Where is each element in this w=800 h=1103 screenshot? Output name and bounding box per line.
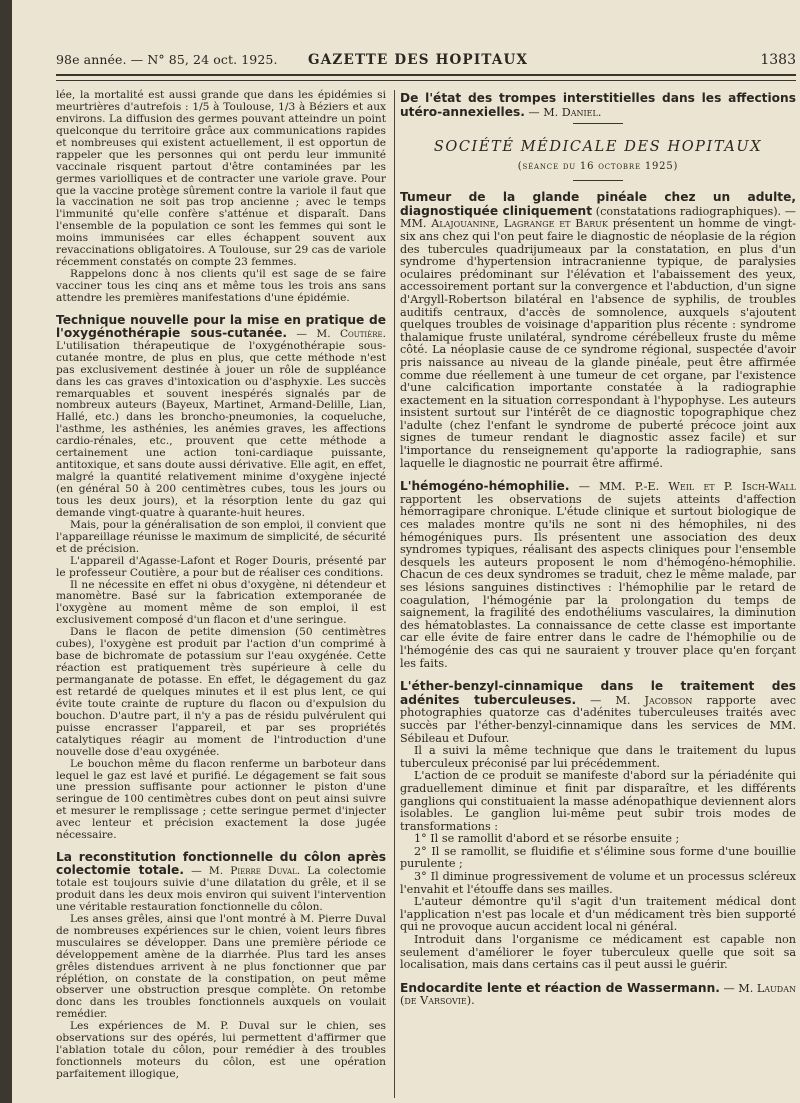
article-subtitle: (constatations radiographiques).: [595, 204, 782, 218]
running-header: [56, 52, 796, 72]
header-rule-thin: [56, 80, 796, 81]
article-endocardite: Endocardite lente et réaction de Wassermann. — M. Laudan (de Varsovie).: [400, 980, 796, 1008]
paragraph: Mais, pour la généralisation de son emploi, il convient que l'appareillage réunisse le maximum de simplicité, de sécurité et de précision.: [56, 518, 386, 555]
issue-info: 98e année. — N° 85, 24 oct. 1925.: [56, 52, 278, 67]
article-author: M. Laudan (de Varsovie).: [400, 981, 796, 1008]
paragraph: L'auteur démontre qu'il s'agit d'un traitement médical dont l'application n'est pas locale et d'un médicament très bien supporté qui ne provoque aucun accident local ni général.: [400, 895, 796, 934]
article-text: L'utilisation thérapeutique de l'oxygénothérapie sous-cutanée montre, de plus en plus, que cette méthode n'est pas exclusivement destinée à jouer un rôle de suppléance dans les cas graves d'intoxication ou d'asphyxie. Les succès remarquables et souvent inespérés signalés par de nombreux auteurs (Bayeux, Martinet, Armand-Delille, Lian, Hallé, etc.) dans les broncho-pneumonies, la coqueluche, l'asthme, les asthénies, les anémies graves, les affections cardio-rénales, etc., prouvent que cette méthode a certainement une action toni-cardiaque puissante, antitoxique, et sans doute aussi dérivative. Elle agit, en effet, malgré la quantité relativement minime d'oxygène injecté (en général 50 à 200 centimètres cubes, tous les jours ou tous les deux jours), et la résorption lente du gaz qui demande vingt-quatre à quarante-huit heures.: [56, 339, 386, 519]
transformation-list: [400, 833, 796, 896]
section-rule: [573, 123, 623, 124]
article-text: présentent un homme de vingt-six ans chez qui l'on peut faire le diagnostic de néoplasie de la région des tubercules quadrijumeaux par la constatation, en plus d'un syndrome d'hypertension intracranienne typique, de paralysies oculaires prédominant sur l'élévation et l'abaissement des yeux, accessoirement portant sur la convergence et l'abduction, d'un signe d'Argyll-Robertson bilatéral en l'absence de syphilis, de troubles auditifs centraux, d'accès de somnolence, auxquels s'ajoutent quelques troubles de voisinage d'apparition plus récente : syndrome thalamique fruste unilatéral, syndrome cérébelleux fruste du même côté. La néoplasie cause de ce syndrome régional, suspectée d'avoir pris naissance au niveau de la glande pinéale, peut être affirmée comme due réellement à une tumeur de cet organe, par l'existence d'une calcification importante constatée à la radiographie exactement en la situation correspondant à l'hypophyse. Les auteurs insistent surtout sur l'intérêt de ce diagnostic topographique chez l'adulte (chez l'enfant le syndrome de puberté précoce joint aux signes de tumeur rendant le diagnostic assez facile) et sur l'importance du renseignement qu'apporte la radiographie, sans laquelle le diagnostic ne pourrait être affirmé.: [400, 217, 796, 470]
article-authors: MM. Alajouanine, Lagrange et Baruk: [400, 217, 608, 231]
list-item: 1° Il se ramollit d'abord et se résorbe ensuite ;: [414, 832, 680, 846]
paragraph: Il ne nécessite en effet ni obus d'oxygène, ni détendeur et manomètre. Basé sur la fabrication extemporanée de l'oxygène au moment même de son emploi, il est exclusivement composé d'un flacon et d'une seringue.: [56, 578, 386, 627]
paragraph: Introduit dans l'organisme ce médicament est capable non seulement d'améliorer le foyer tuberculeux quelle que soit sa localisation, mais dans certains cas il peut aussi le guérir.: [400, 933, 796, 972]
article-authors: MM. P.-E. Weil et P. Isch-Wall: [599, 480, 796, 494]
society-heading: SOCIÉTÉ MÉDICALE DES HOPITAUX: [433, 139, 763, 156]
paragraph: Il a suivi la même technique que dans le traitement du lupus tuberculeux préconisé par lui précédemment.: [400, 744, 796, 770]
article-title: L'éther-benzyl-cinnamique dans le traitement des adénites tuberculeuses.: [400, 679, 796, 707]
session-date: (séance du 16 octobre 1925): [517, 161, 679, 173]
paragraph: Rappelons donc à nos clients qu'il est sage de se faire vacciner tous les cinq ans et même tous les trois ans sans attendre les premières manifestations d'une épidémie.: [56, 268, 386, 304]
paragraph: L'action de ce produit se manifeste d'abord sur la périadénite qui graduellement diminue et finit par disparaître, et les différents ganglions qui constituaient la masse adénopathique deviennent alors isolables. Le ganglion lui-même peut subir trois modes de transformations :: [400, 769, 796, 833]
list-item: 2° Il se ramollit, se fluidifie et s'élimine sous forme d'une bouillie purulente ;: [400, 844, 796, 871]
left-column: [56, 90, 386, 1081]
page-number: 1383: [760, 52, 796, 68]
article-hemophilie: L'hémogéno-hémophilie. — MM. P.-E. Weil et P. Isch-Wall rapportent les observations de sujets atteints d'affection hémorragipare chronique. L'étude clinique et surtout biologique de ces malades montre qu'ils ne sont ni des hémophiles, ni des hémogéniques purs. Ils présentent une association des deux syndromes typiques, réalisant des aspects cliniques pour l'ensemble desquels les auteurs proposent le nom d'hémogéno-hémophilie. Chacun de ces deux syndromes se traduit, chez le même malade, par ses lésions sanguines distinctives : l'hémophilie par le retard de coagulation, l'hémogénie par la prolongation du temps de saignement, la fragilité des endothéliums vasculaires, la diminution des hématoblastes. La connaissance de cette classe est importante car elle évite de faire entrer dans le cadre de l'hémophilie ou de l'hémogénie des cas qui ne sauraient y trouver place qu'en forçant les faits.: [400, 479, 796, 670]
article-text: rapporte avec photographies quatorze cas d'adénites tuberculeuses traités avec succès par l'éther-benzyl-cinnamique dans les services de MM. Sébileau et Dufour.: [400, 693, 796, 745]
article-title: La reconstitution fonctionnelle du côlon après colectomie totale.: [56, 850, 386, 878]
page-binding-edge: [0, 0, 12, 1103]
paragraph: Dans le flacon de petite dimension (50 centimètres cubes), l'oxygène est produit par l'action d'un comprimé à base de bichromate de potassium sur l'eau oxygénée. Cette réaction est pratiquement très supérieure à celle du permanganate de potasse. En effet, le dégagement du gaz est retardé de quelques minutes et il est plus lent, ce qui évite toute crainte de rupture du flacon ou d'expulsion du bouchon. D'autre part, il n'y a pas de résidu pulvérulent qui puisse encrasser l'appareil, et par ses propriétés catalytiques réagir au moment de l'introduction d'une nouvelle dose d'eau oxygénée.: [56, 626, 386, 758]
article-author: M. Coutière.: [316, 327, 386, 340]
article-title: Endocardite lente et réaction de Wassermann.: [400, 980, 720, 995]
column-divider: [394, 90, 395, 1098]
article-ether-benzyl: L'éther-benzyl-cinnamique dans le traitement des adénites tuberculeuses. — M. Jacobson rapporte avec photographies quatorze cas d'adénites tuberculeuses traités avec succès par l'éther-benzyl-cinnamique dans les services de MM. Sébileau et Dufour.: [400, 679, 796, 745]
paragraph: Le bouchon même du flacon renferme un barboteur dans lequel le gaz est lavé et purifié. Le dégagement se fait sous une pression suffisante pour actionner le piston d'une seringue de 100 centimètres cubes dont on peut ainsi suivre et mesurer le remplissage ; cette seringue permet d'injecter avec lenteur et précision exactement la dose jugée nécessaire.: [56, 757, 386, 842]
article-authors: M. Jacobson: [615, 693, 693, 707]
journal-title: GAZETTE DES HOPITAUX: [308, 52, 529, 68]
article-text: La colectomie totale est toujours suivie d'une dilatation du grêle, et il se produit dans les deux mois environ qui suivent l'intervention une véritable restauration fonctionnelle du côlon.: [56, 865, 386, 913]
article-author: M. Daniel.: [543, 105, 602, 119]
article-oxygenotherapie: Technique nouvelle pour la mise en pratique de l'oxygénothérapie sous-cutanée. — M. Coutière. L'utilisation thérapeutique de l'oxygénothérapie sous-cutanée montre, de plus en plus, que cette méthode n'est pas exclusivement destinée à jouer un rôle de suppléance dans les cas graves d'intoxication ou d'asphyxie. Les succès remarquables et souvent inespérés signalés par de nombreux auteurs (Bayeux, Martinet, Armand-Delille, Lian, Hallé, etc.) dans les broncho-pneumonies, la coqueluche, l'asthme, les asthénies, les anémies graves, les affections cardio-rénales, etc., prouvent que cette méthode a certainement une action toni-cardiaque puissante, antitoxique, et sans doute aussi dérivative. Elle agit, en effet, malgré la quantité relativement minime d'oxygène injecté (en général 50 à 200 centimètres cubes, tous les jours ou tous les deux jours), et la résorption lente du gaz qui demande vingt-quatre à quarante-huit heures.: [56, 312, 386, 519]
article-text: rapportent les observations de sujets atteints d'affection hémorragipare chronique. L'étude clinique et surtout biologique de ces malades montre qu'ils ne sont ni des hémophiles, ni des hémogéniques purs. Ils présentent une association des deux syndromes typiques, réalisant des aspects cliniques pour l'ensemble desquels les auteurs proposent le nom d'hémogéno-hémophilie. Chacun de ces deux syndromes se traduit, chez le même malade, par ses lésions sanguines distinctives : l'hémophilie par le retard de coagulation, l'hémogénie par la prolongation du temps de saignement, la fragilité des endothéliums vasculaires, la diminution des hématoblastes. La connaissance de cette classe est importante car elle évite de faire entrer dans le cadre de l'hémophilie ou de l'hémogénie des cas qui ne sauraient y trouver place qu'en forçant les faits.: [400, 492, 796, 670]
paragraph: Les anses grêles, ainsi que l'ont montré à M. Pierre Duval de nombreuses expériences sur le chien, voient leurs fibres musculaires se développer. Dans une première période ce développement amène de la diarrhée. Plus tard les anses grêles distendues arrivent à ne plus fonctionner que par réplétion, on constate de la constipation, on peut même observer une obstruction presque complète. On retombe donc dans les troubles fonctionnels auxquels on voulait remédier.: [56, 912, 386, 1021]
section-rule: [573, 180, 623, 181]
article-title: L'hémogéno-hémophilie.: [400, 479, 570, 494]
article-title: De l'état des trompes interstitielles dans les affections utéro-annexielles.: [400, 91, 796, 119]
right-column: [400, 90, 796, 1008]
article-title: Tumeur de la glande pinéale chez un adulte, diagnostiquée cliniquement: [400, 190, 796, 218]
article-pineale: Tumeur de la glande pinéale chez un adulte, diagnostiquée cliniquement (constatations radiographiques). — MM. Alajouanine, Lagrange et Baruk présentent un homme de vingt-six ans chez qui l'on peut faire le diagnostic de néoplasie de la région des tubercules quadrijumeaux par la constatation, en plus d'un syndrome d'hypertension intracranienne typique, de paralysies oculaires prédominant sur l'élévation et l'abaissement des yeux, accessoirement portant sur la convergence et l'abduction, d'un signe d'Argyll-Robertson bilatéral en l'absence de syphilis, de troubles auditifs centraux, d'accès de somnolence, auxquels s'ajoutent quelques troubles de voisinage d'apparition plus récente : syndrome thalamique fruste unilatéral, syndrome cérébelleux fruste du même côté. La néoplasie cause de ce syndrome régional, suspectée d'avoir pris naissance au niveau de la glande pinéale, peut être affirmée comme due réellement à une tumeur de cet organe, par l'existence d'une calcification importante constatée à la radiographie exactement en la situation correspondant à l'hypophyse. Les auteurs insistent surtout sur l'intérêt de ce diagnostic topographique chez l'adulte (chez l'enfant le syndrome de puberté précoce joint aux signes de tumeur rendant le diagnostic assez facile) et sur l'importance du renseignement qu'apporte la radiographie, sans laquelle le diagnostic ne pourrait être affirmé.: [400, 190, 796, 470]
article-colectomie: La reconstitution fonctionnelle du côlon après colectomie totale. — M. Pierre Duval. La colectomie totale est toujours suivie d'une dilatation du grêle, et il se produit dans les deux mois environ qui suivent l'intervention une véritable restauration fonctionnelle du côlon.: [56, 850, 386, 913]
list-item: 3° Il diminue progressivement de volume et un processus scléreux l'envahit et l'étouffe dans ses mailles.: [400, 870, 796, 896]
paragraph: lée, la mortalité est aussi grande que dans les épidémies si meurtrières d'autrefois : 1/5 à Toulouse, 1/3 à Béziers et aux environs. La diffusion des germes pouvant atteindre un point quelconque du territoire grâce aux communications rapides et nombreuses qui existent actuellement, il est opportun de rappeler que les personnes qui ont perdu leur immunité vaccinale risquent partout d'être contaminées par les germes variolliques et de contracter une variole grave. Pour que la vaccine protège sûrement contre la variole il faut que la vaccination ne soit pas trop ancienne ; avec le temps l'immunité qu'elle confère s'atténue et disparaît. Dans l'ensemble de la population ce sont les femmes qui sont le moins immunisées car elles échappent souvent aux revaccinations obligatoires. A Toulouse, sur 29 cas de variole récemment constatés on compte 23 femmes.: [56, 89, 386, 269]
article-trompes: De l'état des trompes interstitielles dans les affections utéro-annexielles. — M. Daniel.: [400, 91, 796, 119]
article-title: Technique nouvelle pour la mise en pratique de l'oxygénothérapie sous-cutanée.: [56, 312, 386, 340]
paragraph: Les expériences de M. P. Duval sur le chien, ses observations sur des opérés, lui permettent d'affirmer que l'ablation totale du côlon, pour remédier à des troubles fonctionnels moteurs du côlon, est une opération parfaitement illogique,: [56, 1020, 386, 1080]
paragraph: L'appareil d'Agasse-Lafont et Roger Douris, présenté par le professeur Coutière, a pour but de réaliser ces conditions.: [56, 554, 386, 579]
article-author: M. Pierre Duval.: [208, 865, 301, 878]
header-rule: [56, 74, 796, 76]
